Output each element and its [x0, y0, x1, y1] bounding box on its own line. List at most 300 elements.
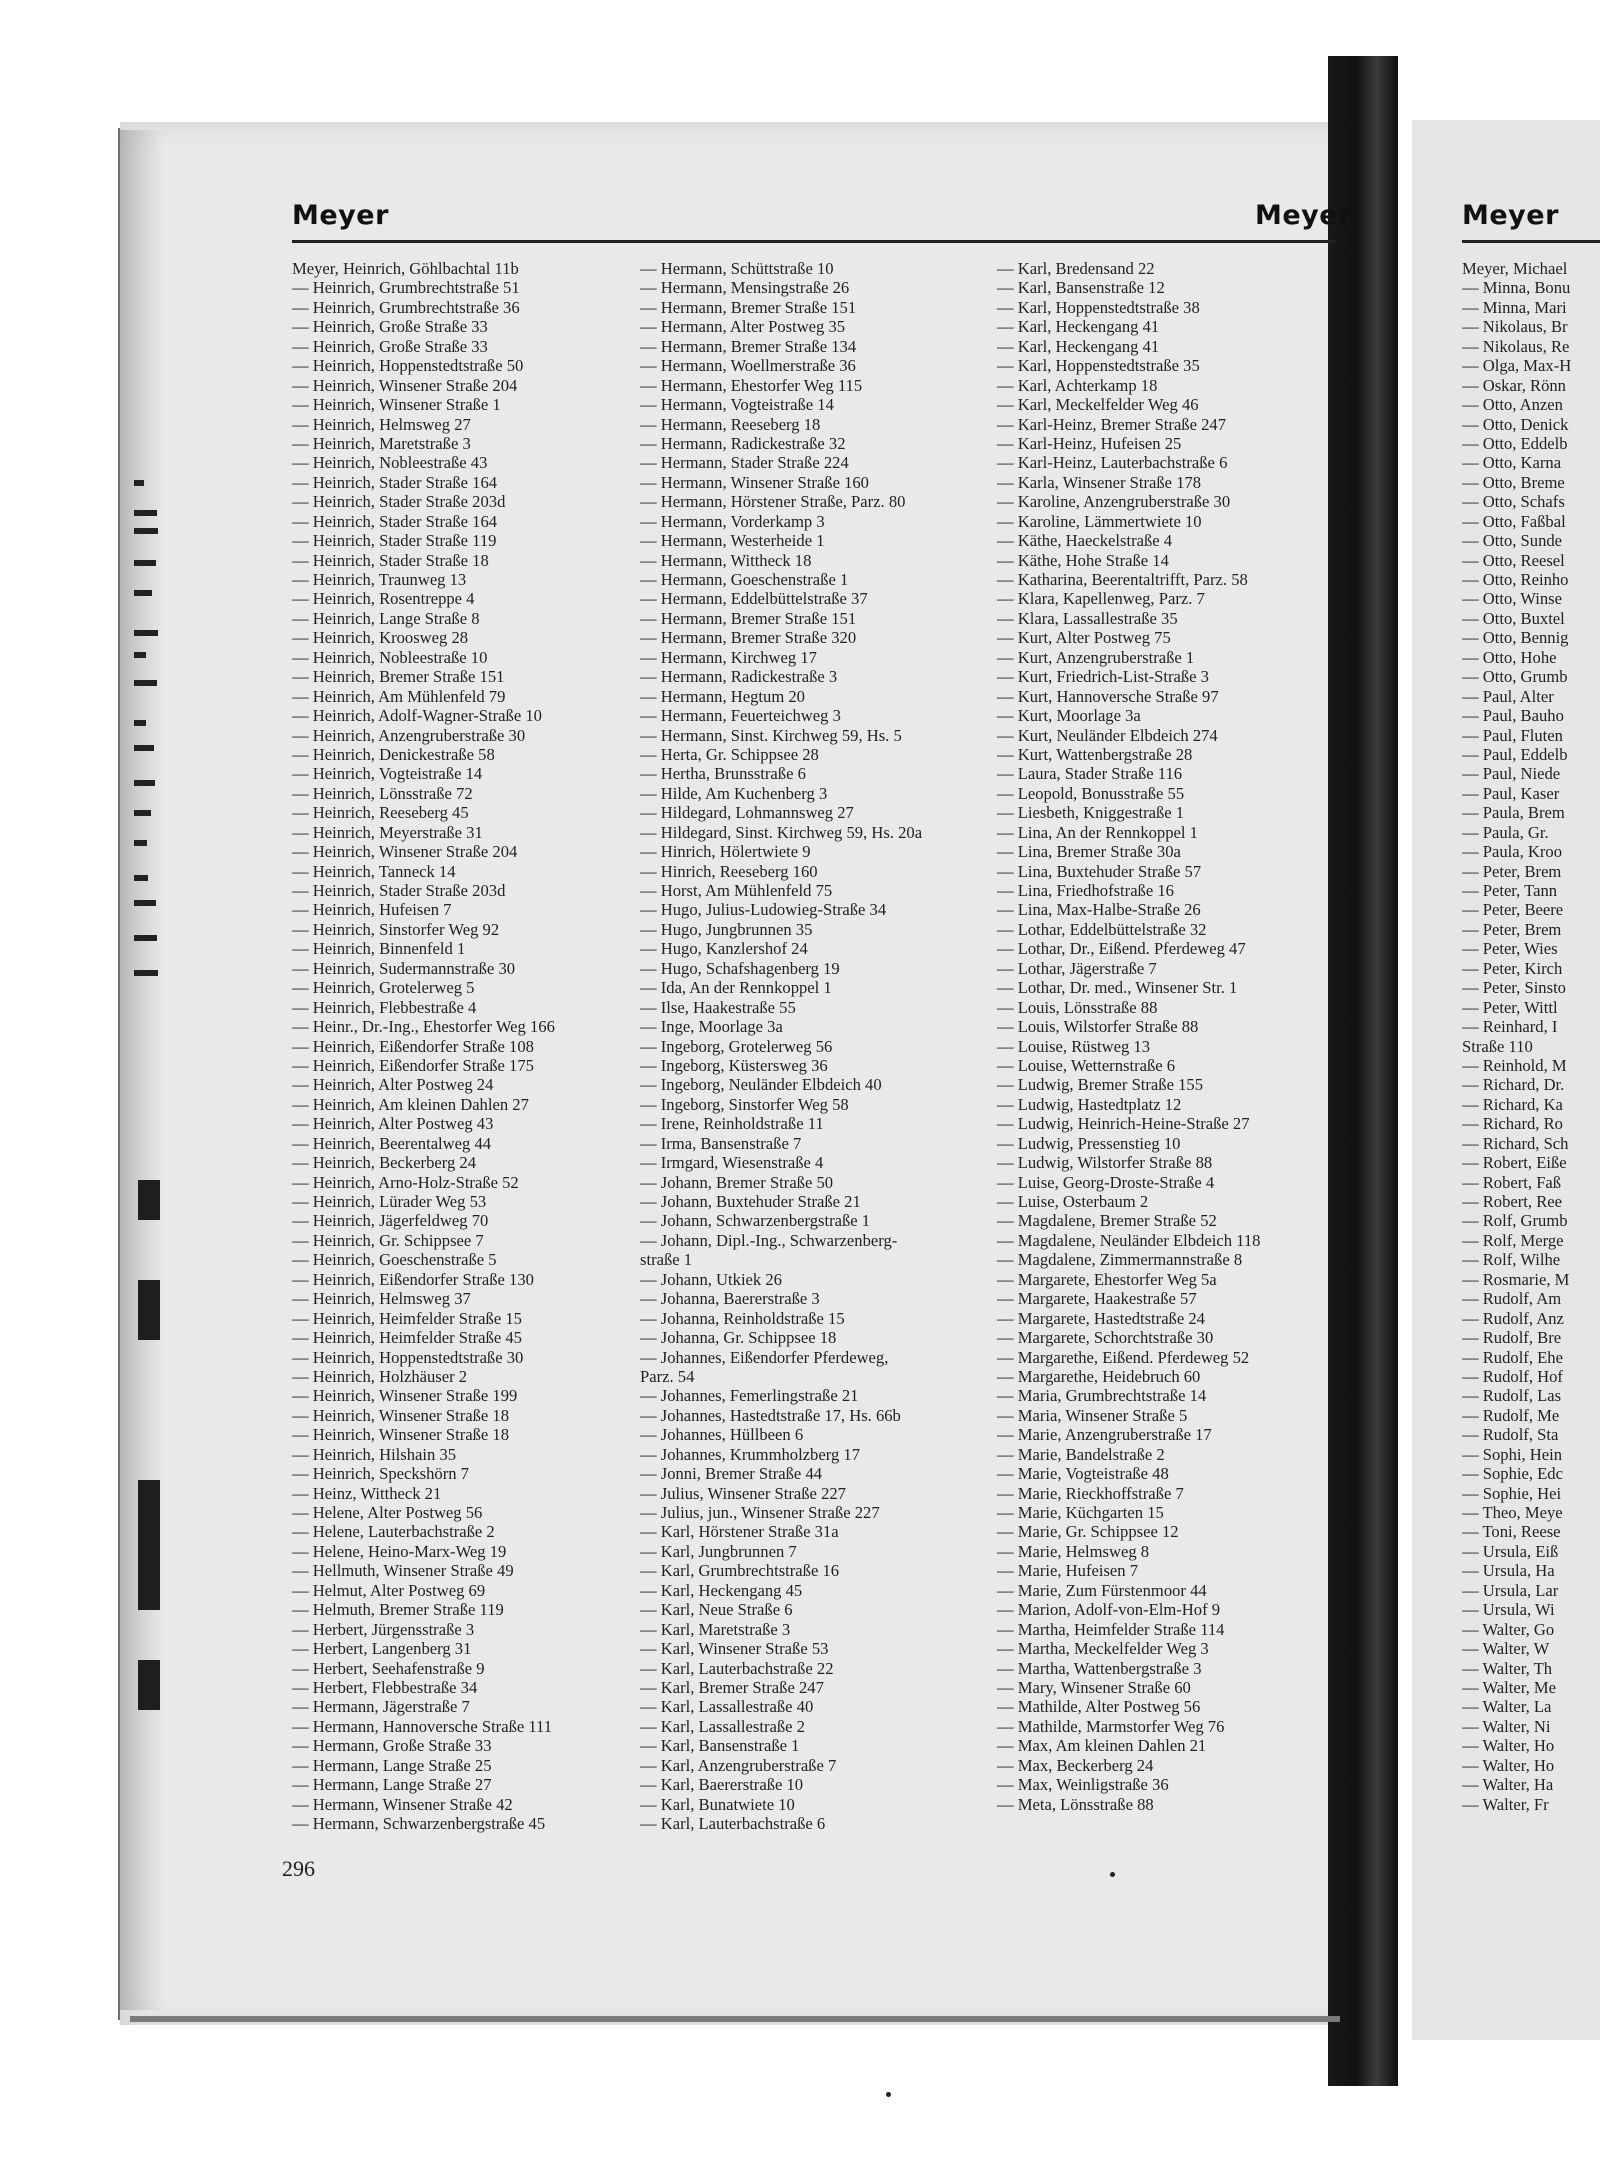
directory-entry: — Karoline, Anzengruberstraße 30	[997, 492, 1231, 512]
directory-entry: — Helene, Alter Postweg 56	[292, 1503, 483, 1522]
edge-mark	[138, 1180, 160, 1220]
directory-entry: — Peter, Beere	[1462, 900, 1564, 920]
directory-entry: — Nikolaus, Br	[1462, 317, 1568, 337]
directory-entry: Straße 110	[1462, 1036, 1533, 1056]
directory-entry: — Helene, Heino-Marx-Weg 19	[292, 1541, 507, 1561]
directory-entry: — Karl, Anzengruberstraße 7	[640, 1755, 837, 1775]
directory-entry: — Heinrich, Eißendorfer Straße 108	[292, 1036, 534, 1056]
directory-entry: — Heinrich, Sudermannstraße 30	[292, 958, 516, 978]
directory-entry: — Johannes, Hastedtstraße 17, Hs. 66b	[640, 1405, 901, 1425]
directory-entry: — Ursula, Lar	[1462, 1580, 1559, 1600]
directory-entry: — Karl, Bansenstraße 1	[640, 1736, 800, 1756]
directory-entry: — Hermann, Winsener Straße 160	[640, 472, 869, 492]
directory-entry: — Laura, Stader Straße 116	[997, 764, 1183, 784]
directory-entry: — Heinrich, Gr. Schippsee 7	[292, 1230, 484, 1250]
page-edge-marks	[134, 480, 164, 1980]
print-speck	[1110, 1872, 1115, 1877]
directory-entry: — Heinrich, Stader Straße 203d	[292, 492, 506, 512]
directory-entry: — Hermann, Radickestraße 3	[640, 667, 838, 687]
directory-entry: — Heinrich, Binnenfeld 1	[292, 939, 466, 959]
directory-entry: — Inge, Moorlage 3a	[640, 1017, 783, 1037]
directory-entry: — Kurt, Friedrich-List-Straße 3	[997, 667, 1209, 687]
directory-entry: — Heinrich, Lange Straße 8	[292, 608, 480, 628]
directory-entry: — Heinrich, Goeschenstraße 5	[292, 1250, 497, 1270]
directory-entry: — Karl, Lauterbachstraße 22	[640, 1658, 834, 1678]
directory-entry: — Karl, Baererstraße 10	[640, 1775, 804, 1795]
edge-mark	[134, 720, 146, 726]
directory-entry: — Reinhard, I	[1462, 1017, 1558, 1037]
directory-entry: — Ludwig, Bremer Straße 155	[997, 1075, 1203, 1095]
directory-entry: — Heinrich, Beerentalweg 44	[292, 1133, 492, 1153]
directory-entry: — Klara, Kapellenweg, Parz. 7	[997, 589, 1205, 609]
directory-entry: — Rudolf, Am	[1462, 1289, 1562, 1309]
directory-entry: — Louis, Lönsstraße 88	[997, 997, 1158, 1017]
directory-entry: — Heinrich, Speckshörn 7	[292, 1464, 469, 1484]
directory-entry: — Karl, Lauterbachstraße 6	[640, 1814, 826, 1833]
directory-entry: — Louis, Wilstorfer Straße 88	[997, 1017, 1199, 1037]
directory-entry: — Heinrich, Meyerstraße 31	[292, 822, 483, 842]
directory-entry: — Richard, Sch	[1462, 1133, 1569, 1153]
directory-entry: — Ingeborg, Grotelerweg 56	[640, 1036, 833, 1056]
directory-entry: — Otto, Sunde	[1462, 531, 1563, 551]
directory-entry: — Hermann, Ehestorfer Weg 115	[640, 375, 863, 395]
directory-entry: — Sophie, Edc	[1462, 1464, 1563, 1484]
edge-mark	[134, 590, 152, 596]
directory-entry: — Richard, Ro	[1462, 1114, 1563, 1134]
directory-entry: — Hildegard, Sinst. Kirchweg 59, Hs. 20a	[640, 822, 923, 842]
directory-entry: — Johannes, Krummholzberg 17	[640, 1444, 860, 1464]
directory-entry: — Otto, Karna	[1462, 453, 1562, 473]
directory-entry: — Walter, Fr	[1462, 1794, 1549, 1814]
directory-entry: — Karl, Heckengang 41	[997, 336, 1160, 356]
directory-entry: — Lothar, Dr. med., Winsener Str. 1	[997, 978, 1238, 998]
directory-entry: — Hermann, Woellmerstraße 36	[640, 356, 856, 376]
directory-entry: — Paul, Bauho	[1462, 706, 1564, 726]
directory-entry: — Rolf, Wilhe	[1462, 1250, 1561, 1270]
directory-entry: — Karl, Heckengang 45	[640, 1580, 803, 1600]
directory-entry: — Otto, Reinho	[1462, 570, 1569, 589]
directory-entry: — Käthe, Haeckelstraße 4	[997, 531, 1173, 551]
edge-mark	[134, 560, 156, 566]
directory-entry: — Heinrich, Stader Straße 164	[292, 472, 498, 492]
directory-entry: — Otto, Grumb	[1462, 667, 1568, 687]
directory-entry: — Hildegard, Lohmannsweg 27	[640, 803, 854, 823]
directory-entry: — Heinrich, Grotelerweg 5	[292, 978, 475, 998]
directory-entry: — Heinrich, Helmsweg 27	[292, 414, 471, 434]
directory-entry: — Heinrich, Eißendorfer Straße 130	[292, 1269, 534, 1289]
edge-mark	[134, 935, 157, 941]
directory-entry: — Rosmarie, M	[1462, 1269, 1570, 1289]
directory-entry: — Magdalene, Bremer Straße 52	[997, 1211, 1217, 1231]
directory-entry: — Richard, Dr.	[1462, 1075, 1565, 1095]
directory-entry: — Richard, Ka	[1462, 1094, 1563, 1114]
directory-entry: — Marie, Küchgarten 15	[997, 1503, 1164, 1522]
directory-entry: — Walter, Ni	[1462, 1716, 1551, 1736]
directory-entry: — Paul, Niede	[1462, 764, 1561, 784]
directory-entry: — Martha, Heimfelder Straße 114	[997, 1619, 1225, 1639]
directory-entry: — Hermann, Bremer Straße 151	[640, 608, 857, 628]
directory-entry: — Heinrich, Reeseberg 45	[292, 803, 469, 823]
directory-entry: — Hermann, Schüttstraße 10	[640, 259, 834, 278]
directory-entry: — Johann, Utkiek 26	[640, 1269, 782, 1289]
directory-entry: — Marie, Rieckhoffstraße 7	[997, 1483, 1184, 1503]
directory-entry: — Otto, Hohe	[1462, 647, 1557, 667]
directory-entry: — Hermann, Hannoversche Straße 111	[292, 1716, 553, 1736]
directory-entry: — Katharina, Beerentaltrifft, Parz. 58	[997, 570, 1248, 589]
directory-entry: — Karl, Meckelfelder Weg 46	[997, 395, 1199, 415]
directory-column-3	[997, 259, 1347, 1814]
directory-entry: — Kurt, Neuländer Elbdeich 274	[997, 725, 1218, 745]
directory-entry: — Rudolf, Bre	[1462, 1328, 1562, 1348]
directory-entry: — Mathilde, Alter Postweg 56	[997, 1697, 1201, 1717]
directory-entry: — Marie, Gr. Schippsee 12	[997, 1522, 1179, 1542]
directory-entry: — Heinrich, Traunweg 13	[292, 570, 467, 589]
directory-entry: — Hermann, Vogteistraße 14	[640, 395, 834, 415]
directory-entry: — Heinrich, Arno-Holz-Straße 52	[292, 1172, 519, 1192]
directory-entry: — Maria, Winsener Straße 5	[997, 1405, 1188, 1425]
directory-entry: — Karl-Heinz, Hufeisen 25	[997, 433, 1182, 453]
directory-entry: — Martha, Wattenbergstraße 3	[997, 1658, 1202, 1678]
directory-entry: — Kurt, Alter Postweg 75	[997, 628, 1171, 648]
directory-entry: — Hermann, Schwarzenbergstraße 45	[292, 1814, 546, 1833]
directory-entry: — Paul, Eddelb	[1462, 744, 1568, 764]
directory-entry: — Marie, Vogteistraße 48	[997, 1464, 1169, 1484]
directory-entry: — Karl, Winsener Straße 53	[640, 1639, 829, 1659]
directory-entry: — Ursula, Eiß	[1462, 1541, 1559, 1561]
directory-entry: — Käthe, Hohe Straße 14	[997, 550, 1169, 570]
directory-entry: — Reinhold, M	[1462, 1055, 1567, 1075]
directory-entry: — Heinrich, Hoppenstedtstraße 30	[292, 1347, 524, 1367]
edge-mark	[134, 840, 147, 846]
directory-entry: — Peter, Tann	[1462, 881, 1558, 900]
directory-entry: — Walter, Ho	[1462, 1736, 1555, 1756]
directory-entry: — Heinrich, Alter Postweg 24	[292, 1075, 494, 1095]
directory-entry: — Heinrich, Große Straße 33	[292, 336, 488, 356]
directory-entry: — Heinrich, Bremer Straße 151	[292, 667, 505, 687]
directory-entry: — Otto, Bennig	[1462, 628, 1569, 648]
directory-entry: — Lina, Max-Halbe-Straße 26	[997, 900, 1201, 920]
directory-entry: — Karl, Grumbrechtstraße 16	[640, 1561, 840, 1581]
directory-entry: — Rudolf, Hof	[1462, 1366, 1563, 1386]
directory-entry: — Heinrich, Kroosweg 28	[292, 628, 469, 648]
edge-mark	[134, 680, 157, 686]
directory-entry: — Lina, Buxtehuder Straße 57	[997, 861, 1202, 881]
directory-entry: — Hermann, Große Straße 33	[292, 1736, 492, 1756]
header-rule	[292, 240, 1335, 243]
print-speck	[886, 2092, 891, 2097]
directory-entry: — Otto, Anzen	[1462, 395, 1563, 415]
edge-mark	[138, 1480, 160, 1610]
directory-entry: — Rudolf, Sta	[1462, 1425, 1559, 1445]
directory-entry: — Hellmuth, Winsener Straße 49	[292, 1561, 514, 1581]
directory-entry: — Kurt, Hannoversche Straße 97	[997, 686, 1219, 706]
directory-entry: — Heinz, Wittheck 21	[292, 1483, 442, 1503]
directory-entry: — Lina, An der Rennkoppel 1	[997, 822, 1198, 842]
directory-entry: — Herta, Gr. Schippsee 28	[640, 744, 819, 764]
directory-entry: — Heinrich, Hoppenstedtstraße 50	[292, 356, 524, 376]
directory-entry: — Margarete, Haakestraße 57	[997, 1289, 1197, 1309]
directory-entry: — Heinrich, Winsener Straße 204	[292, 375, 518, 395]
directory-entry: — Marie, Anzengruberstraße 17	[997, 1425, 1212, 1445]
directory-entry: — Otto, Breme	[1462, 472, 1565, 492]
directory-entry: — Walter, Go	[1462, 1619, 1555, 1639]
directory-entry: — Paul, Fluten	[1462, 725, 1563, 745]
directory-entry: straße 1	[640, 1250, 693, 1270]
directory-entry: — Karl, Heckengang 41	[997, 317, 1160, 337]
directory-entry: — Johannes, Eißendorfer Pferdeweg,	[640, 1347, 889, 1367]
directory-entry: — Martha, Meckelfelder Weg 3	[997, 1639, 1209, 1659]
directory-entry: — Walter, Ho	[1462, 1755, 1555, 1775]
directory-entry: — Ludwig, Hastedtplatz 12	[997, 1094, 1182, 1114]
directory-entry: — Marie, Helmsweg 8	[997, 1541, 1150, 1561]
directory-entry: — Max, Am kleinen Dahlen 21	[997, 1736, 1207, 1756]
directory-entry: — Herbert, Jürgensstraße 3	[292, 1619, 475, 1639]
edge-mark	[134, 810, 151, 816]
directory-entry: — Heinrich, Rosentreppe 4	[292, 589, 475, 609]
directory-entry: — Rolf, Merge	[1462, 1230, 1564, 1250]
directory-entry: — Heinrich, Alter Postweg 43	[292, 1114, 494, 1134]
directory-entry: — Otto, Faßbal	[1462, 511, 1566, 531]
directory-entry: — Hertha, Brunsstraße 6	[640, 764, 806, 784]
directory-entry: — Robert, Eiße	[1462, 1153, 1567, 1173]
edge-mark	[134, 970, 158, 976]
directory-entry: — Hugo, Schafshagenberg 19	[640, 958, 840, 978]
directory-entry: — Herbert, Flebbestraße 34	[292, 1677, 478, 1697]
directory-entry: — Karl, Hörstener Straße 31a	[640, 1522, 839, 1542]
directory-entry: — Hermann, Alter Postweg 35	[640, 317, 846, 337]
header-rule-next-page	[1462, 240, 1600, 243]
directory-entry: — Walter, Th	[1462, 1658, 1553, 1678]
directory-entry: — Heinrich, Stader Straße 164	[292, 511, 498, 531]
directory-entry: — Karl, Lassallestraße 2	[640, 1716, 805, 1736]
directory-entry: — Ingeborg, Sinstorfer Weg 58	[640, 1094, 849, 1114]
directory-entry: — Magdalene, Zimmermannstraße 8	[997, 1250, 1243, 1270]
directory-entry: — Heinrich, Am kleinen Dahlen 27	[292, 1094, 529, 1114]
directory-entry: — Heinrich, Stader Straße 119	[292, 531, 497, 551]
directory-entry: — Rudolf, Anz	[1462, 1308, 1564, 1328]
directory-entry: — Mary, Winsener Straße 60	[997, 1677, 1191, 1697]
directory-entry: — Heinrich, Winsener Straße 204	[292, 842, 518, 862]
directory-entry: — Johanna, Baererstraße 3	[640, 1289, 820, 1309]
directory-entry: — Heinrich, Vogteistraße 14	[292, 764, 483, 784]
directory-entry: — Sophie, Hei	[1462, 1483, 1562, 1503]
page-bottom-edge	[130, 2016, 1340, 2022]
directory-entry: — Otto, Schafs	[1462, 492, 1565, 512]
directory-entry: — Peter, Wittl	[1462, 997, 1558, 1017]
directory-entry: — Lothar, Eddelbüttelstraße 32	[997, 919, 1207, 939]
directory-entry: — Heinrich, Hilshain 35	[292, 1444, 457, 1464]
directory-entry: — Otto, Winse	[1462, 589, 1562, 609]
directory-entry: — Heinrich, Eißendorfer Straße 175	[292, 1055, 534, 1075]
directory-entry: — Ingeborg, Küstersweg 36	[640, 1055, 828, 1075]
directory-entry: — Karl, Achterkamp 18	[997, 375, 1158, 395]
directory-entry: — Magdalene, Neuländer Elbdeich 118	[997, 1230, 1261, 1250]
directory-entry: — Heinrich, Maretstraße 3	[292, 433, 471, 453]
directory-entry: — Heinrich, Sinstorfer Weg 92	[292, 919, 500, 939]
directory-entry: — Lothar, Jägerstraße 7	[997, 958, 1157, 978]
directory-entry: — Ursula, Wi	[1462, 1600, 1555, 1620]
directory-entry: Meyer, Michael	[1462, 259, 1568, 278]
edge-mark	[134, 652, 146, 658]
directory-entry: — Herbert, Langenberg 31	[292, 1639, 472, 1659]
directory-entry: — Heinrich, Nobleestraße 10	[292, 647, 488, 667]
directory-entry: — Maria, Grumbrechtstraße 14	[997, 1386, 1207, 1406]
directory-entry: — Margarete, Ehestorfer Weg 5a	[997, 1269, 1217, 1289]
directory-entry: — Margarete, Schorchtstraße 30	[997, 1328, 1214, 1348]
directory-entry: — Heinrich, Jägerfeldweg 70	[292, 1211, 489, 1231]
directory-entry: — Julius, Winsener Straße 227	[640, 1483, 846, 1503]
directory-entry: — Heinrich, Tanneck 14	[292, 861, 456, 881]
directory-entry: — Hermann, Bremer Straße 134	[640, 336, 857, 356]
directory-entry: — Heinrich, Große Straße 33	[292, 317, 488, 337]
directory-entry: — Otto, Reesel	[1462, 550, 1565, 570]
directory-entry: — Ilse, Haakestraße 55	[640, 997, 796, 1017]
directory-entry: — Johanna, Reinholdstraße 15	[640, 1308, 845, 1328]
directory-entry: — Irmgard, Wiesenstraße 4	[640, 1153, 824, 1173]
directory-entry: — Heinr., Dr.-Ing., Ehestorfer Weg 166	[292, 1017, 555, 1037]
directory-entry: — Karl, Hoppenstedtstraße 38	[997, 297, 1200, 317]
directory-entry: — Luise, Osterbaum 2	[997, 1192, 1149, 1211]
directory-entry: — Heinrich, Hufeisen 7	[292, 900, 452, 920]
directory-entry: — Karl, Bremer Straße 247	[640, 1677, 824, 1697]
directory-entry: — Heinrich, Heimfelder Straße 45	[292, 1328, 522, 1348]
directory-entry: — Robert, Ree	[1462, 1192, 1563, 1211]
directory-entry: — Minna, Mari	[1462, 297, 1567, 317]
directory-entry: — Lina, Bremer Straße 30a	[997, 842, 1181, 862]
directory-entry: — Karl-Heinz, Lauterbachstraße 6	[997, 453, 1228, 473]
directory-entry: — Margarete, Hastedtstraße 24	[997, 1308, 1205, 1328]
directory-entry: — Walter, Me	[1462, 1677, 1557, 1697]
directory-entry: — Luise, Georg-Droste-Straße 4	[997, 1172, 1215, 1192]
edge-mark	[134, 528, 158, 534]
directory-entry: — Heinrich, Lürader Weg 53	[292, 1192, 487, 1211]
directory-entry: — Leopold, Bonusstraße 55	[997, 783, 1185, 803]
directory-entry: — Heinrich, Heimfelder Straße 15	[292, 1308, 522, 1328]
directory-entry: — Oskar, Rönn	[1462, 375, 1566, 395]
directory-entry: — Johann, Bremer Straße 50	[640, 1172, 834, 1192]
directory-entry: — Hugo, Julius-Ludowieg-Straße 34	[640, 900, 887, 920]
directory-entry: — Max, Beckerberg 24	[997, 1755, 1154, 1775]
directory-entry: — Heinrich, Stader Straße 18	[292, 550, 489, 570]
edge-mark	[138, 1280, 160, 1340]
edge-mark	[134, 780, 155, 786]
directory-entry: — Heinrich, Holzhäuser 2	[292, 1366, 468, 1386]
directory-entry: — Irene, Reinholdstraße 11	[640, 1114, 824, 1134]
directory-entry: — Rudolf, Ehe	[1462, 1347, 1563, 1367]
directory-entry: — Heinrich, Winsener Straße 1	[292, 395, 501, 415]
directory-entry: — Helmut, Alter Postweg 69	[292, 1580, 486, 1600]
directory-entry: — Hermann, Mensingstraße 26	[640, 278, 850, 298]
directory-entry: — Liesbeth, Kniggestraße 1	[997, 803, 1185, 823]
directory-entry: — Theo, Meye	[1462, 1503, 1563, 1522]
edge-mark	[134, 745, 154, 751]
directory-entry: — Marie, Zum Fürstenmoor 44	[997, 1580, 1207, 1600]
directory-entry: — Ursula, Ha	[1462, 1561, 1555, 1581]
directory-entry: — Karl, Bunatwiete 10	[640, 1794, 795, 1814]
directory-entry: — Hermann, Westerheide 1	[640, 531, 825, 551]
edge-mark	[134, 510, 157, 516]
directory-entry: Meyer, Heinrich, Göhlbachtal 11b	[292, 259, 519, 278]
edge-mark	[134, 630, 158, 636]
running-header-next-page: Meyer	[1462, 200, 1559, 231]
directory-entry: — Karoline, Lämmertwiete 10	[997, 511, 1202, 531]
directory-entry: — Marie, Hufeisen 7	[997, 1561, 1139, 1581]
directory-entry: — Hermann, Lange Straße 27	[292, 1775, 492, 1795]
directory-entry: — Heinrich, Denickestraße 58	[292, 744, 495, 764]
directory-entry: — Lothar, Dr., Eißend. Pferdeweg 47	[997, 939, 1246, 959]
directory-entry: — Kurt, Wattenbergstraße 28	[997, 744, 1193, 764]
directory-entry: — Marie, Bandelstraße 2	[997, 1444, 1165, 1464]
directory-entry: — Karl, Neue Straße 6	[640, 1600, 793, 1620]
directory-entry: — Hermann, Radickestraße 32	[640, 433, 846, 453]
directory-entry: — Olga, Max-H	[1462, 356, 1572, 376]
directory-entry: — Helene, Lauterbachstraße 2	[292, 1522, 495, 1542]
directory-entry: — Louise, Wetternstraße 6	[997, 1055, 1176, 1075]
directory-entry: — Paula, Kroo	[1462, 842, 1563, 862]
directory-entry: — Walter, La	[1462, 1697, 1552, 1717]
edge-mark	[134, 900, 156, 906]
directory-entry: — Paula, Brem	[1462, 803, 1565, 823]
directory-entry: — Heinrich, Grumbrechtstraße 51	[292, 278, 520, 298]
directory-entry: — Peter, Brem	[1462, 861, 1562, 881]
directory-entry: — Johannes, Femerlingstraße 21	[640, 1386, 859, 1406]
directory-entry: — Karl-Heinz, Bremer Straße 247	[997, 414, 1227, 434]
directory-entry: — Louise, Rüstweg 13	[997, 1036, 1151, 1056]
directory-entry: — Klara, Lassallestraße 35	[997, 608, 1178, 628]
directory-entry: — Minna, Bonu	[1462, 278, 1571, 298]
directory-column-1	[292, 259, 642, 1833]
directory-entry: — Hugo, Jungbrunnen 35	[640, 919, 813, 939]
directory-entry: — Hermann, Reeseberg 18	[640, 414, 821, 434]
directory-entry: — Johannes, Hüllbeen 6	[640, 1425, 804, 1445]
directory-entry: — Hermann, Kirchweg 17	[640, 647, 817, 667]
directory-entry: — Karl, Hoppenstedtstraße 35	[997, 356, 1200, 376]
directory-entry: — Margarethe, Heidebruch 60	[997, 1366, 1201, 1386]
directory-entry: — Lina, Friedhofstraße 16	[997, 881, 1174, 900]
directory-entry: — Hermann, Stader Straße 224	[640, 453, 849, 473]
directory-entry: — Heinrich, Winsener Straße 18	[292, 1425, 509, 1445]
directory-entry: — Karl, Bredensand 22	[997, 259, 1155, 278]
page-number: 296	[282, 1856, 315, 1881]
directory-entry: — Peter, Kirch	[1462, 958, 1563, 978]
directory-entry: — Toni, Reese	[1462, 1522, 1561, 1542]
directory-entry: — Karl, Lassallestraße 40	[640, 1697, 814, 1717]
directory-entry: — Ludwig, Wilstorfer Straße 88	[997, 1153, 1213, 1173]
directory-entry: — Heinrich, Winsener Straße 199	[292, 1386, 518, 1406]
directory-entry: — Robert, Faß	[1462, 1172, 1562, 1192]
directory-entry: — Hermann, Goeschenstraße 1	[640, 570, 849, 589]
directory-entry: — Hermann, Bremer Straße 151	[640, 297, 857, 317]
directory-entry: — Heinrich, Anzengruberstraße 30	[292, 725, 526, 745]
edge-mark	[134, 875, 148, 881]
directory-entry: — Max, Weinligstraße 36	[997, 1775, 1169, 1795]
directory-entry: — Kurt, Anzengruberstraße 1	[997, 647, 1195, 667]
directory-column-next-page	[1462, 259, 1600, 1814]
directory-entry: — Karla, Winsener Straße 178	[997, 472, 1202, 492]
directory-entry: — Heinrich, Winsener Straße 18	[292, 1405, 509, 1425]
directory-entry: — Otto, Eddelb	[1462, 433, 1568, 453]
directory-entry: — Hermann, Sinst. Kirchweg 59, Hs. 5	[640, 725, 902, 745]
running-header-left: Meyer	[292, 200, 389, 231]
directory-entry: — Heinrich, Nobleestraße 43	[292, 453, 488, 473]
directory-entry: — Johann, Dipl.-Ing., Schwarzenberg-	[640, 1230, 898, 1250]
directory-entry: — Karl, Bansenstraße 12	[997, 278, 1165, 298]
directory-entry: — Hermann, Jägerstraße 7	[292, 1697, 470, 1717]
edge-mark	[134, 480, 144, 486]
directory-entry: — Hermann, Hörstener Straße, Parz. 80	[640, 492, 906, 512]
directory-entry: — Hermann, Winsener Straße 42	[292, 1794, 513, 1814]
directory-entry: — Hermann, Wittheck 18	[640, 550, 812, 570]
